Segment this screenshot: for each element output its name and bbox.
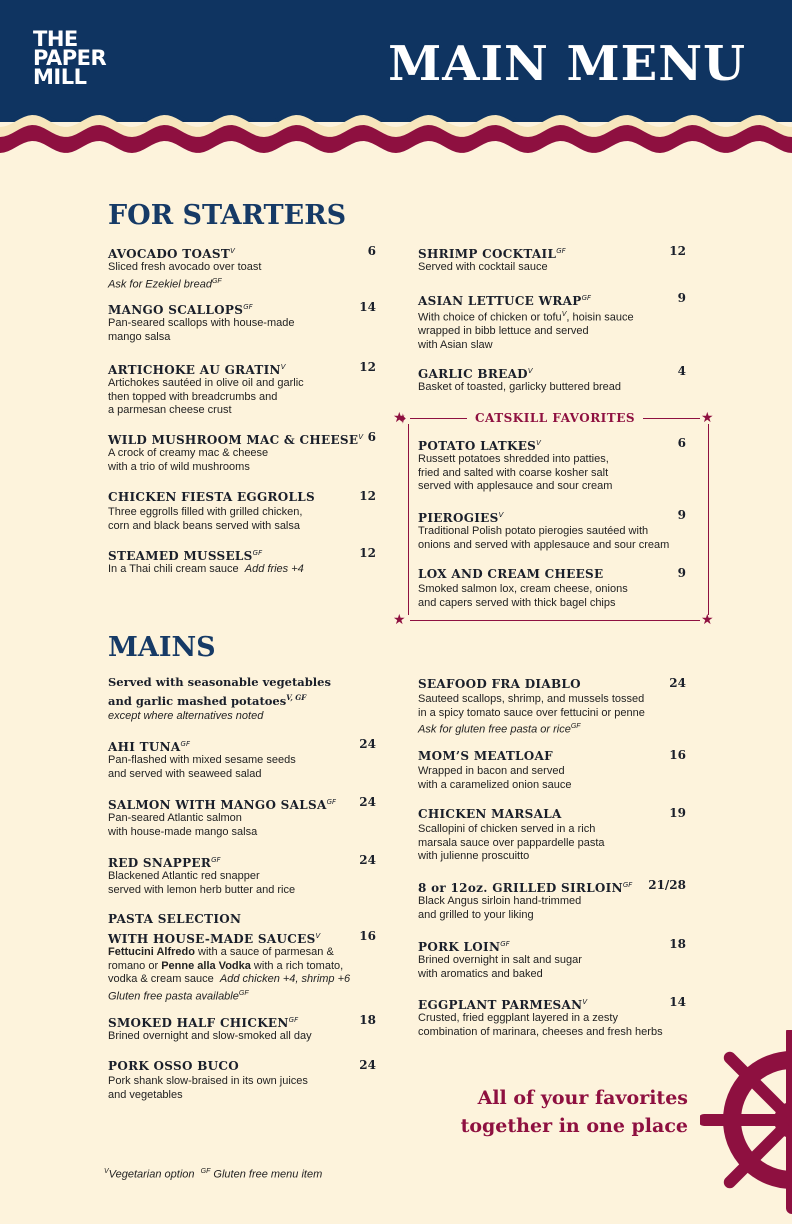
item-description xyxy=(418,381,686,395)
ship-wheel-icon xyxy=(700,1030,792,1224)
item-head xyxy=(108,794,376,811)
menu-item-pierogies xyxy=(418,507,686,552)
star-icon: ★ xyxy=(701,612,714,628)
item-description xyxy=(418,308,686,352)
item-description xyxy=(108,563,376,577)
dietary-tag: GF xyxy=(243,303,253,311)
mains-intro xyxy=(108,675,376,723)
menu-item-mom-s-meatloaf xyxy=(418,747,686,792)
dietary-tag: V xyxy=(582,998,588,1006)
item-description xyxy=(418,895,686,922)
menu-item-smoked-half-chicken xyxy=(108,1012,376,1044)
item-name-text: EGGPLANT PARMESAN xyxy=(418,998,583,1012)
item-head xyxy=(108,545,376,562)
item-name-text: SEAFOOD FRA DIABLO xyxy=(418,677,581,691)
item-name xyxy=(418,367,533,381)
item-price: 21/28 xyxy=(648,878,686,892)
menu-item-garlic-bread xyxy=(418,363,686,395)
desc-text: Russett potatoes shredded into patties, fried and salted with coarse kosher salt served with applesauce and sour cream xyxy=(418,453,613,492)
desc-text: Wrapped in bacon and served with a caramelized onion sauce xyxy=(418,765,572,791)
item-name xyxy=(418,749,553,763)
item-name xyxy=(108,740,190,754)
item-name-text: MANGO SCALLOPS xyxy=(108,303,244,317)
menu-item-mango-scallops xyxy=(108,299,376,344)
item-head xyxy=(108,299,376,316)
item-description xyxy=(108,506,376,533)
vegetarian-legend: Vegetarian option xyxy=(108,1168,195,1181)
item-name xyxy=(418,881,632,895)
desc-text: Traditional Polish potato pierogies sautéed with onions and served with applesauce and sour cream xyxy=(418,525,670,551)
item-name xyxy=(418,511,503,525)
item-price: 12 xyxy=(669,244,686,258)
menu-item-pork-loin xyxy=(418,936,686,981)
item-description xyxy=(108,1075,376,1102)
menu-item-8-or-12oz-grilled-sirloin xyxy=(418,877,686,922)
menu-item-steamed-mussels xyxy=(108,545,376,577)
item-price: 4 xyxy=(677,364,686,378)
item-name-line-2: WITH HOUSE-MADE SAUCES xyxy=(108,932,316,946)
item-price: 16 xyxy=(669,748,686,762)
vegetarian-tag: V xyxy=(104,1168,109,1175)
item-description xyxy=(418,261,686,275)
item-head xyxy=(418,805,686,822)
item-note: Gluten free pasta available xyxy=(108,990,239,1003)
item-name xyxy=(108,932,320,946)
item-price: 16 xyxy=(359,929,376,943)
item-price: 6 xyxy=(677,436,686,450)
menu-item-pasta-selection xyxy=(108,911,376,1004)
dietary-tag: V xyxy=(527,367,533,375)
star-icon: ★ xyxy=(701,410,714,426)
item-price: 18 xyxy=(359,1013,376,1027)
dietary-tag: GF xyxy=(556,247,566,255)
desc-text: Brined overnight in salt and sugar with aromatics and baked xyxy=(418,954,582,980)
item-name xyxy=(418,807,562,821)
pasta-option-1: Fettucini Alfredo xyxy=(108,946,195,958)
starters-title: FOR STARTERS xyxy=(108,200,347,231)
item-price: 9 xyxy=(677,291,686,305)
item-name xyxy=(418,940,510,954)
desc-text: Sliced fresh avocado over toast xyxy=(108,261,262,273)
item-name-text: CHICKEN MARSALA xyxy=(418,807,562,821)
menu-item-lox-and-cream-cheese xyxy=(418,565,686,610)
item-name xyxy=(418,294,591,308)
dietary-tag: GF xyxy=(180,740,190,748)
dietary-tag: GF xyxy=(622,881,633,889)
item-name-text: SMOKED HALF CHICKEN xyxy=(108,1016,289,1030)
item-price: 24 xyxy=(359,1058,376,1072)
item-description xyxy=(108,1030,376,1044)
menu-item-pork-osso-buco xyxy=(108,1057,376,1102)
item-name-text: PIEROGIES xyxy=(418,511,499,525)
item-name xyxy=(108,303,253,317)
desc-text: Blackened Atlantic red snapper served with lemon herb butter and rice xyxy=(108,870,296,896)
item-price: 18 xyxy=(669,937,686,951)
footnote xyxy=(104,1168,322,1181)
dietary-tag: GF xyxy=(211,277,222,285)
item-head xyxy=(108,852,376,869)
desc-text: Black Angus sirloin hand-trimmed and grilled to your liking xyxy=(418,895,582,921)
dietary-tag: V xyxy=(561,311,567,318)
dietary-tag: V xyxy=(498,511,504,519)
dietary-tag: GF xyxy=(252,549,263,557)
item-description xyxy=(418,453,686,494)
item-description xyxy=(108,946,376,1004)
dietary-tag: V xyxy=(280,363,286,371)
item-price: 14 xyxy=(359,300,376,314)
item-note: Add fries +4 xyxy=(244,563,304,575)
item-description xyxy=(418,823,686,864)
item-head xyxy=(108,1012,376,1029)
item-description xyxy=(418,765,686,792)
item-name-text: CHICKEN FIESTA EGGROLLS xyxy=(108,490,315,504)
desc-text: vodka & cream sauce xyxy=(108,973,214,985)
item-price: 24 xyxy=(359,795,376,809)
item-name-text: AHI TUNA xyxy=(108,740,181,754)
menu-item-avocado-toast xyxy=(108,243,376,292)
dietary-tag: V xyxy=(230,247,235,255)
item-name xyxy=(418,567,603,581)
item-head xyxy=(418,565,686,582)
item-head xyxy=(418,243,686,260)
desc-text: Served with cocktail sauce xyxy=(418,261,548,273)
item-description xyxy=(108,261,376,292)
mains-intro-title xyxy=(108,675,376,709)
item-price: 6 xyxy=(367,244,376,258)
desc-text: Pan-flashed with mixed sesame seeds and served with seaweed salad xyxy=(108,754,296,780)
menu-item-artichoke-au-gratin xyxy=(108,359,376,418)
gluten-free-legend: Gluten free menu item xyxy=(213,1168,323,1181)
item-head xyxy=(418,675,686,692)
item-price: 6 xyxy=(367,430,376,444)
item-price: 24 xyxy=(669,676,686,690)
desc-text: Scallopini of chicken served in a rich marsala sauce over pappardelle pasta with julienne proscuitto xyxy=(418,823,605,862)
menu-item-wild-mushroom-mac-cheese xyxy=(108,429,376,474)
desc-text: Smoked salmon lox, cream cheese, onions and capers served with thick bagel chips xyxy=(418,583,628,609)
item-name-text: MOM’S MEATLOAF xyxy=(418,749,553,763)
dietary-tag: GF xyxy=(238,989,249,997)
item-price: 12 xyxy=(359,489,376,503)
dietary-tag: GF xyxy=(288,1016,299,1024)
item-head xyxy=(108,359,376,376)
menu-item-seafood-fra-diablo xyxy=(418,675,686,737)
item-description xyxy=(418,525,686,552)
catskill-label xyxy=(398,410,712,426)
item-name-text: PORK LOIN xyxy=(418,940,501,954)
gluten-free-tag: GF xyxy=(200,1168,211,1175)
item-name xyxy=(418,998,587,1012)
item-head xyxy=(418,290,686,307)
item-name-text: SHRIMP COCKTAIL xyxy=(418,247,557,261)
desc-text: In a Thai chili cream sauce xyxy=(108,563,239,575)
star-icon: ★ xyxy=(393,612,406,628)
desc-text: Pan-seared Atlantic salmon with house-made mango salsa xyxy=(108,812,258,838)
desc-text: Pork shank slow-braised in its own juices and vegetables xyxy=(108,1075,308,1101)
page-title: MAIN MENU xyxy=(388,36,746,92)
menu-item-potato-latkes xyxy=(418,435,686,494)
item-description xyxy=(108,870,376,897)
star-icon: ★ xyxy=(393,410,406,426)
item-name xyxy=(418,247,566,261)
item-description xyxy=(108,812,376,839)
menu-item-red-snapper xyxy=(108,852,376,897)
dietary-tag: V xyxy=(358,433,364,441)
item-note: Ask for gluten free pasta or rice xyxy=(418,723,571,736)
item-name-text: STEAMED MUSSELS xyxy=(108,549,253,563)
item-name xyxy=(108,549,262,563)
desc-text: with a rich tomato, xyxy=(250,959,344,972)
menu-item-ahi-tuna xyxy=(108,736,376,781)
item-head xyxy=(418,363,686,380)
item-description xyxy=(418,693,686,737)
desc-text: Pan-seared scallops with house-made mango salsa xyxy=(108,317,295,343)
tagline: All of your favorites together in one place xyxy=(460,1087,688,1137)
item-description xyxy=(108,447,376,474)
item-name xyxy=(108,798,336,812)
item-name-line-1: PASTA SELECTION xyxy=(108,912,242,926)
menu-item-chicken-marsala xyxy=(418,805,686,864)
desc-text: Basket of toasted, garlicky buttered bread xyxy=(418,381,622,393)
dietary-tag: V xyxy=(315,932,321,940)
desc-text: With choice of chicken or tofu xyxy=(418,311,562,324)
desc-text: Three eggrolls filled with grilled chicken, corn and black beans served with salsa xyxy=(108,506,303,532)
menu-item-shrimp-cocktail xyxy=(418,243,686,275)
brand-line-2: PAPER xyxy=(33,46,107,70)
desc-text: A crock of creamy mac & cheese with a trio of wild mushrooms xyxy=(108,447,269,473)
brand-logo xyxy=(33,27,107,89)
header xyxy=(0,0,792,160)
item-description xyxy=(418,954,686,981)
brand-line-1: THE xyxy=(33,27,78,51)
desc-text: Crusted, fried eggplant layered in a zesty combination of marinara, cheeses and fresh herbs xyxy=(418,1012,663,1038)
item-name xyxy=(418,439,541,453)
item-name xyxy=(418,677,581,691)
dietary-tag: GF xyxy=(326,798,337,806)
item-head xyxy=(418,936,686,953)
item-head xyxy=(418,994,686,1011)
item-name-text: POTATO LATKES xyxy=(418,439,537,453)
item-name-text: SALMON WITH MANGO SALSA xyxy=(108,798,327,812)
item-head xyxy=(418,435,686,452)
desc-text: Brined overnight and slow-smoked all day xyxy=(108,1030,312,1042)
mains-intro-line-1: Served with seasonable vegetables xyxy=(108,675,331,689)
item-price: 19 xyxy=(669,806,686,820)
item-name-text: AVOCADO TOAST xyxy=(108,247,231,261)
item-price: 14 xyxy=(669,995,686,1009)
dietary-tag: GF xyxy=(211,856,221,864)
desc-text: , hoisin sauce wrapped in bibb lettuce and served with Asian slaw xyxy=(418,311,634,351)
mains-intro-line-2: and garlic mashed potatoes xyxy=(108,693,287,708)
pasta-option-2: Penne alla Vodka xyxy=(161,959,251,972)
item-description xyxy=(108,754,376,781)
item-name xyxy=(108,1016,298,1030)
dietary-tag: GF xyxy=(570,723,581,730)
item-description xyxy=(418,583,686,610)
dietary-tag: GF xyxy=(581,294,592,302)
brand-line-3: MILL xyxy=(33,65,87,89)
catskill-label-text: CATSKILL FAVORITES xyxy=(467,411,643,425)
menu-item-salmon-with-mango-salsa xyxy=(108,794,376,839)
desc-text: Sauteed scallops, shrimp, and mussels tossed in a spicy tomato sauce over fettucini or penne xyxy=(418,693,645,719)
menu-item-chicken-fiesta-eggrolls xyxy=(108,488,376,533)
mains-title: MAINS xyxy=(108,632,216,663)
dietary-tag: GF xyxy=(500,940,510,948)
item-name-text: WILD MUSHROOM MAC & CHEESE xyxy=(108,433,359,447)
dietary-tag: V, GF xyxy=(286,693,307,702)
item-name-text: GARLIC BREAD xyxy=(418,367,528,381)
dietary-tag: V xyxy=(536,439,541,447)
item-price: 9 xyxy=(677,508,686,522)
item-name xyxy=(108,363,286,377)
item-name-text: LOX AND CREAM CHEESE xyxy=(418,567,604,581)
item-name xyxy=(108,856,221,870)
item-name-text: PORK OSSO BUCO xyxy=(108,1059,240,1073)
item-name xyxy=(108,1059,239,1073)
item-name xyxy=(108,433,363,447)
item-head xyxy=(108,429,376,446)
item-description xyxy=(108,377,376,418)
item-price: 24 xyxy=(359,853,376,867)
item-note: Add chicken +4, shrimp +6 xyxy=(219,973,351,985)
item-name-text: RED SNAPPER xyxy=(108,856,212,870)
item-price: 12 xyxy=(359,546,376,560)
item-head xyxy=(418,507,686,524)
desc-text: romano or xyxy=(108,959,162,972)
item-name xyxy=(108,247,235,261)
mains-intro-subtitle: except where alternatives noted xyxy=(108,709,264,722)
item-head xyxy=(418,877,686,894)
item-description xyxy=(418,1012,686,1039)
item-name-text: 8 or 12oz. GRILLED SIRLOIN xyxy=(418,881,623,895)
desc-text: with a sauce of parmesan & xyxy=(194,946,334,958)
item-name xyxy=(108,490,315,504)
item-note: Ask for Ezekiel bread xyxy=(108,278,212,291)
desc-text: Artichokes sautéed in olive oil and garlic then topped with breadcrumbs and a parmesan cheese crust xyxy=(108,377,304,416)
item-price: 24 xyxy=(359,737,376,751)
item-description xyxy=(108,317,376,344)
item-price: 12 xyxy=(359,360,376,374)
menu-item-asian-lettuce-wrap xyxy=(418,290,686,352)
item-head xyxy=(108,736,376,753)
item-price: 9 xyxy=(677,566,686,580)
item-head xyxy=(108,1057,376,1074)
item-head xyxy=(418,747,686,764)
item-head xyxy=(108,243,376,260)
item-name-text: ASIAN LETTUCE WRAP xyxy=(418,294,582,308)
menu-item-eggplant-parmesan xyxy=(418,994,686,1039)
item-name-text: ARTICHOKE AU GRATIN xyxy=(108,363,281,377)
item-head xyxy=(108,928,376,945)
item-head xyxy=(108,488,376,505)
